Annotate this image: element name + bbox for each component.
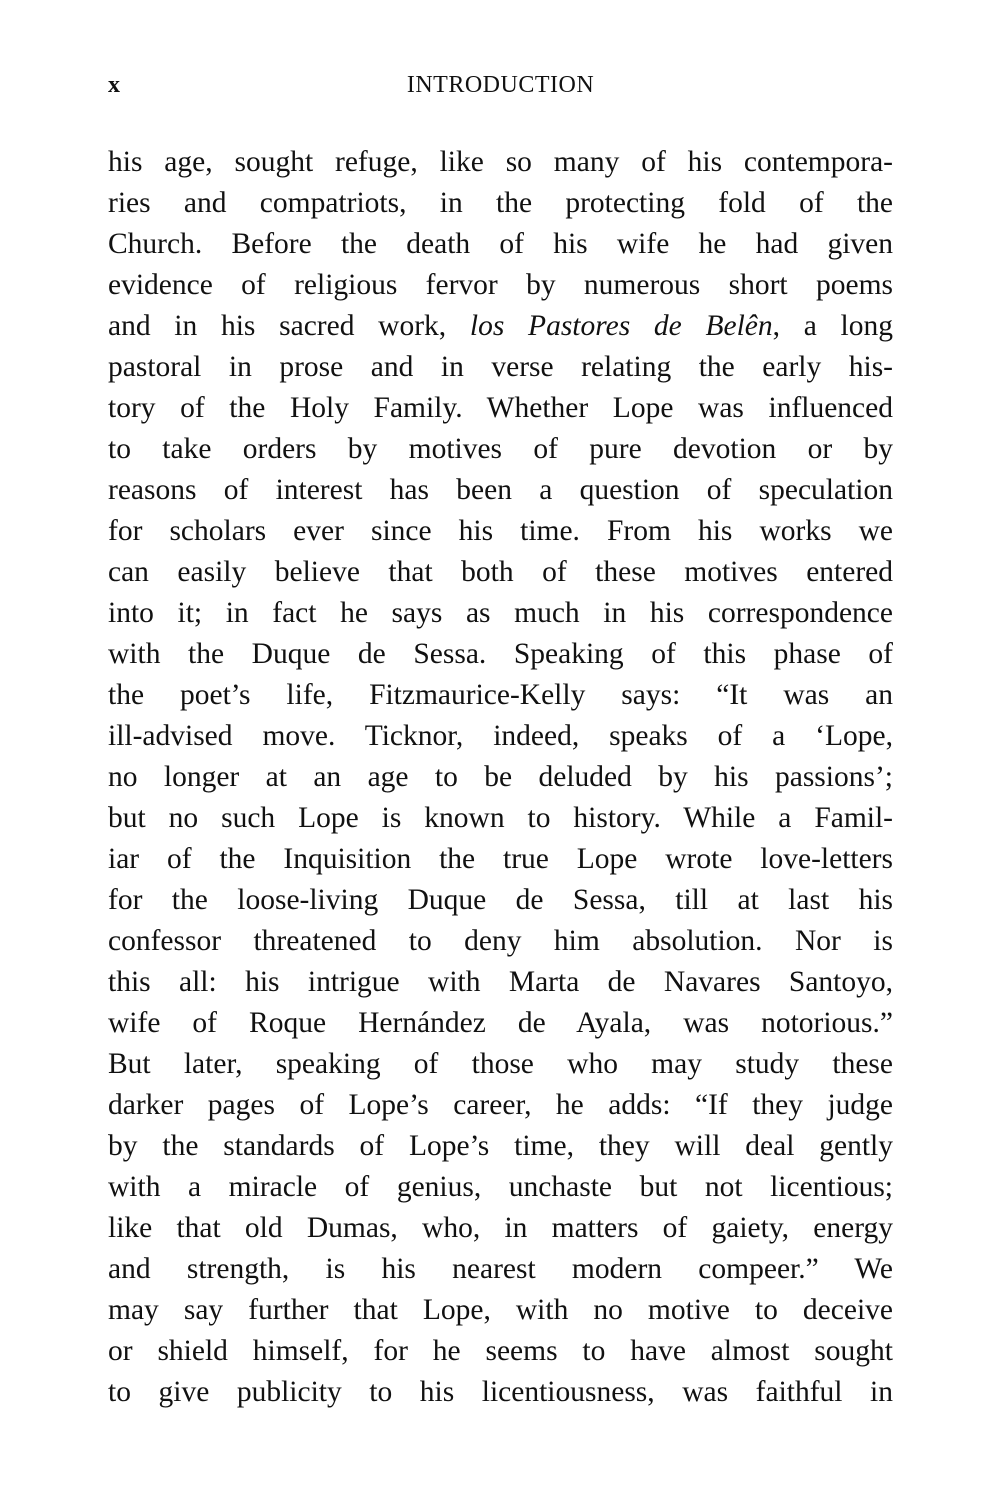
text-line bbox=[108, 880, 893, 921]
text-segment: no longer at an age to be deluded by his passions’; bbox=[108, 761, 893, 793]
text-line bbox=[108, 1167, 893, 1208]
text-line bbox=[108, 224, 893, 265]
text-segment: and strength, is his nearest modern compeer.” We bbox=[108, 1253, 893, 1285]
text-segment: reasons of interest has been a question of speculation bbox=[108, 474, 893, 506]
text-segment: by the standards of Lope’s time, they will deal gently bbox=[108, 1130, 893, 1162]
page-number: x bbox=[108, 72, 120, 98]
text-segment: for scholars ever since his time. From his works we bbox=[108, 515, 893, 547]
body-text bbox=[108, 142, 893, 1413]
text-segment: with the Duque de Sessa. Speaking of this phase of bbox=[108, 638, 893, 670]
text-segment: or shield himself, for he seems to have almost sought bbox=[108, 1335, 893, 1367]
text-segment: Church. Before the death of his wife he had given bbox=[108, 228, 893, 260]
text-segment: pastoral in prose and in verse relating the early his- bbox=[108, 351, 893, 383]
text-line bbox=[108, 470, 893, 511]
text-segment: ries and compatriots, in the protecting fold of the bbox=[108, 187, 893, 219]
text-segment: confessor threatened to deny him absolution. Nor is bbox=[108, 925, 893, 957]
text-segment: wife of Roque Hernández de Ayala, was notorious.” bbox=[108, 1007, 893, 1039]
text-segment: But later, speaking of those who may study these bbox=[108, 1048, 893, 1080]
text-line bbox=[108, 552, 893, 593]
text-line bbox=[108, 388, 893, 429]
text-segment: to take orders by motives of pure devotion or by bbox=[108, 433, 893, 465]
text-segment: for the loose-living Duque de Sessa, till at last his bbox=[108, 884, 893, 916]
text-line bbox=[108, 183, 893, 224]
text-line bbox=[108, 1003, 893, 1044]
text-line bbox=[108, 429, 893, 470]
text-line bbox=[108, 1044, 893, 1085]
text-line bbox=[108, 1126, 893, 1167]
text-segment: this all: his intrigue with Marta de Navares Santoyo, bbox=[108, 966, 893, 998]
text-line bbox=[108, 839, 893, 880]
text-segment: , a long bbox=[772, 310, 893, 342]
text-segment: iar of the Inquisition the true Lope wrote love-letters bbox=[108, 843, 893, 875]
text-line bbox=[108, 306, 893, 347]
text-segment: and in his sacred work, bbox=[108, 310, 470, 342]
running-head: INTRODUCTION bbox=[406, 72, 595, 98]
text-segment: into it; in fact he says as much in his correspondence bbox=[108, 597, 893, 629]
text-line bbox=[108, 634, 893, 675]
italic-title: los Pastores de Belên bbox=[469, 310, 773, 342]
text-segment: can easily believe that both of these motives entered bbox=[108, 556, 893, 588]
text-line bbox=[108, 716, 893, 757]
text-line bbox=[108, 962, 893, 1003]
text-segment: like that old Dumas, who, in matters of gaiety, energy bbox=[108, 1212, 893, 1244]
text-segment: ill-advised move. Ticknor, indeed, speaks of a ‘Lope, bbox=[108, 720, 893, 752]
text-segment: evidence of religious fervor by numerous short poems bbox=[108, 269, 893, 301]
text-segment: darker pages of Lope’s career, he adds: “If they judge bbox=[108, 1089, 893, 1121]
text-line bbox=[108, 757, 893, 798]
text-line bbox=[108, 1208, 893, 1249]
text-line bbox=[108, 798, 893, 839]
text-line bbox=[108, 1372, 893, 1413]
text-segment: may say further that Lope, with no motive to deceive bbox=[108, 1294, 893, 1326]
text-line bbox=[108, 1331, 893, 1372]
text-segment: his age, sought refuge, like so many of his contempora- bbox=[108, 146, 893, 178]
text-line bbox=[108, 347, 893, 388]
text-line bbox=[108, 593, 893, 634]
text-line bbox=[108, 1085, 893, 1126]
page-header bbox=[108, 72, 893, 106]
text-line bbox=[108, 675, 893, 716]
text-line bbox=[108, 1290, 893, 1331]
text-line bbox=[108, 511, 893, 552]
text-line bbox=[108, 142, 893, 183]
text-segment: but no such Lope is known to history. While a Famil- bbox=[108, 802, 893, 834]
text-line bbox=[108, 265, 893, 306]
text-line bbox=[108, 1249, 893, 1290]
text-segment: to give publicity to his licentiousness, was faithful in bbox=[108, 1376, 893, 1408]
text-segment: with a miracle of genius, unchaste but not licentious; bbox=[108, 1171, 893, 1203]
text-segment: tory of the Holy Family. Whether Lope was influenced bbox=[108, 392, 893, 424]
text-segment: the poet’s life, Fitzmaurice-Kelly says: “It was an bbox=[108, 679, 893, 711]
text-line bbox=[108, 921, 893, 962]
